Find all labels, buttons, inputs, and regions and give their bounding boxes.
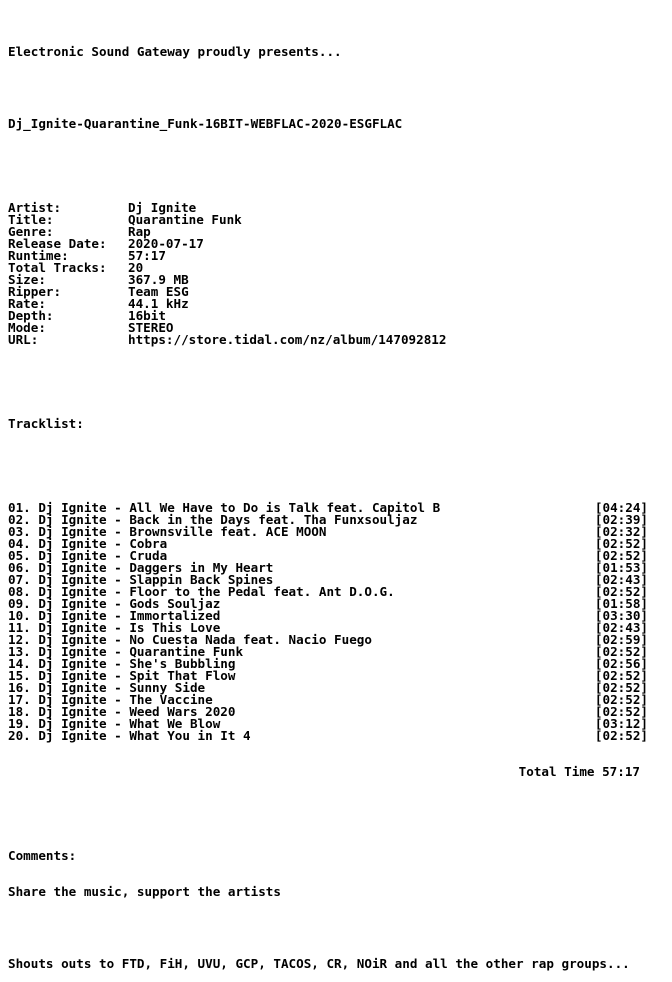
track-title: 09. Dj Ignite - Gods Souljaz bbox=[8, 596, 221, 611]
track-time: [03:30] bbox=[594, 608, 648, 623]
track-row bbox=[8, 682, 648, 694]
info-value: 16bit bbox=[128, 308, 166, 323]
track-title: 05. Dj Ignite - Cruda bbox=[8, 548, 168, 563]
track-time: [02:52] bbox=[594, 728, 648, 743]
info-value: STEREO bbox=[128, 320, 174, 335]
track-time: [04:24] bbox=[594, 500, 648, 515]
info-value: Dj Ignite bbox=[128, 200, 197, 215]
track-title: 18. Dj Ignite - Weed Wars 2020 bbox=[8, 704, 236, 719]
track-time: [02:39] bbox=[594, 512, 648, 527]
track-title: 13. Dj Ignite - Quarantine Funk bbox=[8, 644, 244, 659]
track-title: 08. Dj Ignite - Floor to the Pedal feat. Ant D.O.G. bbox=[8, 584, 395, 599]
track-title: 03. Dj Ignite - Brownsville feat. ACE MOON bbox=[8, 524, 327, 539]
track-time: [02:52] bbox=[594, 536, 648, 551]
track-time: [02:52] bbox=[594, 692, 648, 707]
track-title: 16. Dj Ignite - Sunny Side bbox=[8, 680, 206, 695]
info-row bbox=[8, 298, 668, 310]
nfo-document bbox=[8, 22, 668, 982]
info-row bbox=[8, 202, 668, 214]
info-value: Rap bbox=[128, 224, 151, 239]
track-time: [02:52] bbox=[594, 548, 648, 563]
info-label: Size: bbox=[8, 272, 46, 287]
tracklist bbox=[8, 502, 668, 742]
info-row bbox=[8, 286, 668, 298]
track-time: [02:52] bbox=[594, 704, 648, 719]
spacer bbox=[8, 454, 668, 466]
track-title: 10. Dj Ignite - Immortalized bbox=[8, 608, 221, 623]
track-row bbox=[8, 694, 648, 706]
info-row bbox=[8, 214, 668, 226]
info-row bbox=[8, 310, 668, 322]
shouts-line: Shouts outs to FTD, FiH, UVU, GCP, TACOS, CR, NOiR and all the other rap groups... bbox=[8, 956, 630, 971]
info-value: Quarantine Funk bbox=[128, 212, 242, 227]
track-title: 20. Dj Ignite - What You in It 4 bbox=[8, 728, 251, 743]
track-time: [02:52] bbox=[594, 644, 648, 659]
spacer bbox=[8, 814, 668, 826]
spacer bbox=[8, 922, 668, 934]
spacer bbox=[8, 382, 668, 394]
release-name: Dj_Ignite-Quarantine_Funk-16BIT-WEBFLAC-2020-ESGFLAC bbox=[8, 116, 403, 131]
info-label: Rate: bbox=[8, 296, 46, 311]
info-row bbox=[8, 262, 668, 274]
info-label: Runtime: bbox=[8, 248, 69, 263]
track-title: 01. Dj Ignite - All We Have to Do is Talk feat. Capitol B bbox=[8, 500, 441, 515]
track-row bbox=[8, 730, 648, 742]
track-row bbox=[8, 622, 648, 634]
info-label: Title: bbox=[8, 212, 54, 227]
album-url-link[interactable]: https://store.tidal.com/nz/album/147092812 bbox=[128, 332, 447, 347]
info-value: Team ESG bbox=[128, 284, 189, 299]
tracklist-heading: Tracklist: bbox=[8, 416, 84, 431]
track-row bbox=[8, 610, 648, 622]
info-row bbox=[8, 334, 668, 346]
track-time: [02:56] bbox=[594, 656, 648, 671]
track-time: [02:32] bbox=[594, 524, 648, 539]
track-title: 07. Dj Ignite - Slappin Back Spines bbox=[8, 572, 274, 587]
info-value: 57:17 bbox=[128, 248, 166, 263]
info-label: Artist: bbox=[8, 200, 62, 215]
info-label: Genre: bbox=[8, 224, 54, 239]
comments-heading: Comments: bbox=[8, 848, 77, 863]
track-row bbox=[8, 718, 648, 730]
info-label: Depth: bbox=[8, 308, 54, 323]
track-row bbox=[8, 598, 648, 610]
track-time: [03:12] bbox=[594, 716, 648, 731]
track-title: 02. Dj Ignite - Back in the Days feat. Tha Funxsouljaz bbox=[8, 512, 418, 527]
info-value: 2020-07-17 bbox=[128, 236, 204, 251]
release-info bbox=[8, 202, 668, 346]
track-title: 12. Dj Ignite - No Cuesta Nada feat. Nacio Fuego bbox=[8, 632, 372, 647]
info-label: Release Date: bbox=[8, 236, 107, 251]
comments-text: Share the music, support the artists bbox=[8, 884, 281, 899]
track-title: 17. Dj Ignite - The Vaccine bbox=[8, 692, 213, 707]
track-title: 15. Dj Ignite - Spit That Flow bbox=[8, 668, 236, 683]
track-time: [02:52] bbox=[594, 584, 648, 599]
info-label: Total Tracks: bbox=[8, 260, 107, 275]
info-value: 44.1 kHz bbox=[128, 296, 189, 311]
track-title: 19. Dj Ignite - What We Blow bbox=[8, 716, 221, 731]
track-time: [02:52] bbox=[594, 668, 648, 683]
track-time: [01:53] bbox=[594, 560, 648, 575]
info-row bbox=[8, 226, 668, 238]
track-time: [02:43] bbox=[594, 620, 648, 635]
info-value: 367.9 MB bbox=[128, 272, 189, 287]
track-row bbox=[8, 670, 648, 682]
total-time: Total Time 57:17 bbox=[518, 764, 640, 779]
spacer bbox=[8, 82, 668, 94]
info-row bbox=[8, 274, 668, 286]
spacer bbox=[8, 154, 668, 166]
info-label: Ripper: bbox=[8, 284, 62, 299]
track-row bbox=[8, 658, 648, 670]
track-row bbox=[8, 646, 648, 658]
info-label: URL: bbox=[8, 332, 39, 347]
track-row bbox=[8, 706, 648, 718]
info-row bbox=[8, 238, 668, 250]
track-time: [01:58] bbox=[594, 596, 648, 611]
track-title: 11. Dj Ignite - Is This Love bbox=[8, 620, 221, 635]
track-title: 06. Dj Ignite - Daggers in My Heart bbox=[8, 560, 274, 575]
info-value: 20 bbox=[128, 260, 144, 275]
presents-line: Electronic Sound Gateway proudly presents... bbox=[8, 44, 342, 59]
track-time: [02:43] bbox=[594, 572, 648, 587]
info-row bbox=[8, 250, 668, 262]
track-title: 14. Dj Ignite - She's Bubbling bbox=[8, 656, 236, 671]
track-title: 04. Dj Ignite - Cobra bbox=[8, 536, 168, 551]
info-label: Mode: bbox=[8, 320, 46, 335]
track-row bbox=[8, 634, 648, 646]
track-time: [02:59] bbox=[594, 632, 648, 647]
track-time: [02:52] bbox=[594, 680, 648, 695]
